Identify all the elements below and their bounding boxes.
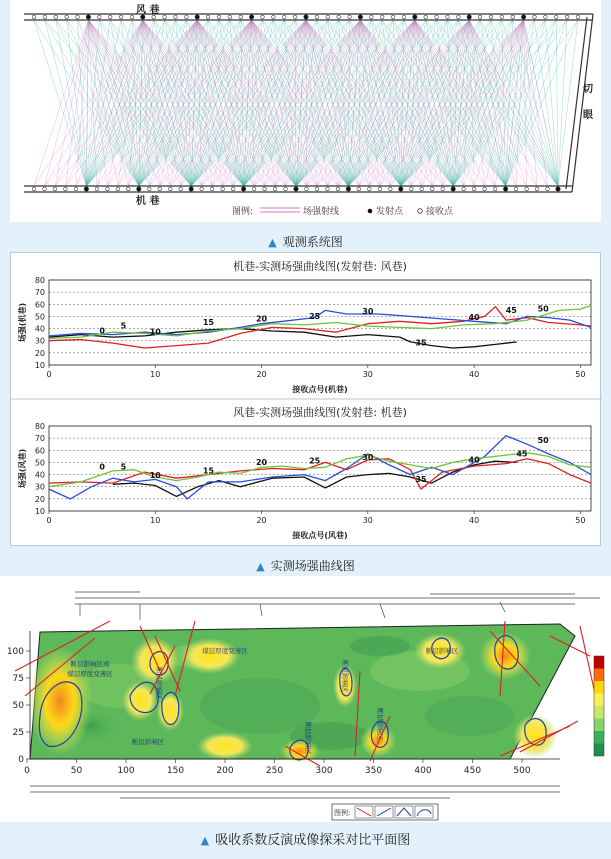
observation-system-diagram [10,0,601,222]
transmit-point [189,187,193,191]
receive-point [576,15,580,19]
receive-point [163,15,167,19]
receive-point [514,187,518,191]
chart-airway [17,405,591,540]
y-tick-label: 60 [34,300,45,310]
transmitter-annotation: 40 [468,313,480,323]
legend-tx-label: 发射点 [376,207,404,217]
map-x-tick: 400 [414,766,432,776]
receive-point [441,187,445,191]
receive-point [368,187,372,191]
transmitter-annotation: 35 [415,474,427,484]
receive-point [305,187,309,191]
caption-text-2: 实测场强曲线图 [270,559,355,573]
receive-point [263,187,267,191]
receive-point [200,187,204,191]
receive-point [391,15,395,19]
receive-point [147,187,151,191]
receive-point [336,187,340,191]
y-tick-label: 40 [34,470,45,480]
legend-title: 图例: [232,207,254,217]
transmit-point [451,187,455,191]
transmitter-annotation: 30 [362,307,374,316]
caption-triangle-icon-3: ▲ [200,834,210,847]
transmit-point [503,187,507,191]
receive-point [228,15,232,19]
receive-point [65,15,69,19]
y-tick-label: 50 [34,458,45,468]
receive-point [337,15,341,19]
chart-title: 风巷-实测场强曲线图(发射巷: 机巷) [233,406,407,419]
legend-rx-label: 接收点 [426,207,454,217]
receive-point [478,15,482,19]
receive-point [97,15,101,19]
receive-point [525,187,529,191]
receive-point [174,15,178,19]
receive-point [108,15,112,19]
receive-point [206,15,210,19]
y-tick-label: 10 [34,361,45,370]
transmitter-annotation: 15 [202,317,214,327]
transmit-point [195,15,199,19]
receive-point [168,187,172,191]
observation-system-panel [10,0,601,222]
transmitter-annotation: 15 [202,466,214,476]
transmitter-annotation: 20 [255,457,268,467]
receive-point [272,15,276,19]
caption-triangle-icon: ▲ [268,236,277,249]
zone-label: 断层影响区 [341,659,349,693]
receive-point [511,15,515,19]
color-scale-step [594,681,604,694]
y-tick-label: 80 [34,422,45,431]
transmit-point [294,187,298,191]
receive-point [493,187,497,191]
y-tick-label: 40 [34,324,45,334]
receive-point [369,15,373,19]
receive-point [446,15,450,19]
receive-point [315,15,319,19]
y-tick-label: 70 [34,434,45,444]
map-x-tick: 200 [216,766,234,776]
receive-point [489,15,493,19]
transmit-point [467,15,471,19]
receive-point [284,187,288,191]
receive-point [221,187,225,191]
receive-point [130,15,134,19]
x-tick-label: 10 [150,516,161,525]
transmit-point [86,15,90,19]
map-legend-label: 图例: [334,809,351,817]
receive-point [127,187,131,191]
map-x-tick: 500 [513,766,531,776]
transmit-point [241,187,245,191]
receive-point [420,187,424,191]
receive-point [261,15,265,19]
transmit-point [399,187,403,191]
x-tick-label: 0 [46,516,52,525]
color-scale-step [594,694,604,707]
receive-point [185,15,189,19]
receive-point [252,187,256,191]
receive-point [210,187,214,191]
receive-point [462,187,466,191]
transmit-point [304,15,308,19]
transmitter-annotation: 0 [99,462,105,472]
receive-point [217,15,221,19]
receive-point [554,15,558,19]
map-y-tick: 25 [12,728,24,738]
y-tick-label: 60 [34,446,45,456]
receive-point [315,187,319,191]
caption-field-strength [0,557,611,574]
x-tick-label: 10 [150,370,161,379]
field-ray-lines [34,20,578,186]
receive-point [74,187,78,191]
receive-point [32,187,36,191]
map-x-tick: 250 [265,766,284,776]
receive-point [282,15,286,19]
y-axis-label: 场强(风巷) [18,448,27,489]
legend-ray-label: 场强射线 [303,207,340,217]
transmit-point [346,187,350,191]
map-legend [332,804,438,820]
transmit-point [521,15,525,19]
transmitter-annotation: 20 [255,314,268,324]
map-y-tick: 75 [12,674,24,684]
receive-point [43,15,47,19]
receive-point [546,187,550,191]
receive-point [119,15,123,19]
receive-point [326,15,330,19]
receive-point [348,15,352,19]
zone-label: 断层影响区 [425,647,459,655]
map-y-tick: 100 [6,647,24,657]
receive-point [116,187,120,191]
y-axis-label: 场强(机巷) [18,302,27,343]
x-axis-label: 接收点号(机巷) [292,385,348,394]
transmit-point [413,15,417,19]
map-y-tick: 50 [12,701,24,711]
transmitter-annotation: 5 [120,321,127,331]
y-tick-label: 50 [34,312,45,322]
receive-point [106,187,110,191]
color-scale-step [594,731,604,744]
color-scale-step [594,706,604,719]
receive-point [389,187,393,191]
zone-label: 断层影响区 [131,738,165,746]
bottom-roadway-drawing [30,786,560,798]
receive-point [231,187,235,191]
transmitter-annotation: 50 [537,304,549,314]
receive-point [472,187,476,191]
inversion-map [0,576,611,822]
receive-point [378,187,382,191]
receive-point [53,187,57,191]
y-tick-label: 20 [34,348,45,358]
zone-label: 断层影响区 [304,721,312,755]
color-scale-step [594,656,604,669]
color-scale-bar [594,656,604,756]
receive-point [533,15,537,19]
map-x-tick: 0 [24,766,30,776]
transmit-point [358,15,362,19]
open-cut-label-1: 切 [583,84,593,95]
zone-label: 断层影响区 [155,666,163,700]
receive-point [380,15,384,19]
transmit-point [556,187,560,191]
map-x-tick: 450 [463,766,482,776]
receive-point [179,187,183,191]
receive-point [402,15,406,19]
receive-point [357,187,361,191]
transmitter-annotation: 45 [516,449,528,459]
chart-haulage-way [17,259,591,394]
series-line-black [49,329,517,348]
transmitter-annotation: 50 [537,436,549,445]
transmitter-annotation: 0 [99,326,105,336]
caption-text-1: 观测系统图 [282,235,343,249]
y-tick-label: 30 [34,336,45,346]
transmit-point [84,187,88,191]
receive-point [544,15,548,19]
y-tick-label: 30 [34,482,45,492]
receive-point [158,187,162,191]
map-x-tick: 100 [117,766,135,776]
receive-point [76,15,80,19]
open-cut-label-2: 眼 [583,110,593,121]
transmit-point [249,15,253,19]
y-tick-label: 80 [34,276,45,285]
transmitter-annotation: 45 [505,305,517,315]
receive-point [483,187,487,191]
receive-point [239,15,243,19]
x-tick-label: 50 [575,370,586,379]
x-tick-label: 30 [362,516,373,525]
inversion-map-panel [0,576,611,822]
x-tick-label: 20 [256,516,267,525]
chart-title: 机巷-实测场强曲线图(发射巷: 风巷) [233,260,407,273]
transmitter-annotation: 5 [120,462,127,472]
transmitter-annotation: 25 [309,456,321,466]
caption-triangle-icon-2: ▲ [256,560,265,573]
receive-point [424,15,428,19]
color-scale-step [594,744,604,757]
zone-label: 煤层厚度变薄区 [202,647,248,655]
transmitter-annotation: 40 [468,455,480,465]
receive-point [95,187,99,191]
receive-point [273,187,277,191]
legend-tx-dot [368,209,373,214]
receive-point [500,15,504,19]
zone-label: 断层影响区 [376,707,384,741]
receive-point [293,15,297,19]
zone-label: 断层影响区或 [70,660,110,668]
caption-text-3: 吸收系数反演成像探采对比平面图 [215,833,411,848]
receive-point [430,187,434,191]
haulage-way-label: 机 巷 [136,196,160,207]
plot-frame [49,426,591,511]
zone-label: 煤层厚度变薄区 [67,670,113,678]
caption-observation-system [0,233,611,250]
y-tick-label: 20 [34,494,45,504]
receive-point [435,15,439,19]
transmitter-annotation: 10 [149,471,161,481]
map-x-tick: 50 [70,766,83,776]
transmit-point [137,187,141,191]
field-strength-charts [11,253,602,547]
x-tick-label: 20 [256,370,267,379]
receive-point [535,187,539,191]
transmitter-annotation: 25 [309,311,321,321]
receive-point [409,187,413,191]
receive-point [64,187,68,191]
receive-point [43,187,47,191]
top-roadway-drawing [75,592,600,604]
x-tick-label: 30 [362,370,373,379]
airway-label: 风 巷 [136,5,160,16]
color-scale-step [594,669,604,682]
receive-point [54,15,58,19]
field-strength-panel [10,252,601,546]
transmitter-annotation: 30 [362,453,374,462]
y-tick-label: 10 [34,507,45,516]
receive-point [326,187,330,191]
x-tick-label: 0 [46,370,52,379]
y-tick-label: 70 [34,288,45,298]
transmitter-annotation: 10 [149,327,161,337]
x-axis-label: 接收点号(风巷) [292,531,348,540]
x-tick-label: 50 [575,516,586,525]
map-x-tick: 300 [315,766,333,776]
map-y-tick: 0 [18,755,24,765]
color-scale-step [594,719,604,732]
x-tick-label: 40 [469,516,480,525]
receive-point [457,15,461,19]
transmitter-annotation: 35 [415,338,427,348]
receive-point [32,15,36,19]
map-x-tick: 150 [166,766,185,776]
caption-inversion-map [0,829,611,848]
legend-rx-dot [418,209,423,214]
receive-point [565,15,569,19]
x-tick-label: 40 [469,370,480,379]
map-x-tick: 350 [364,766,383,776]
